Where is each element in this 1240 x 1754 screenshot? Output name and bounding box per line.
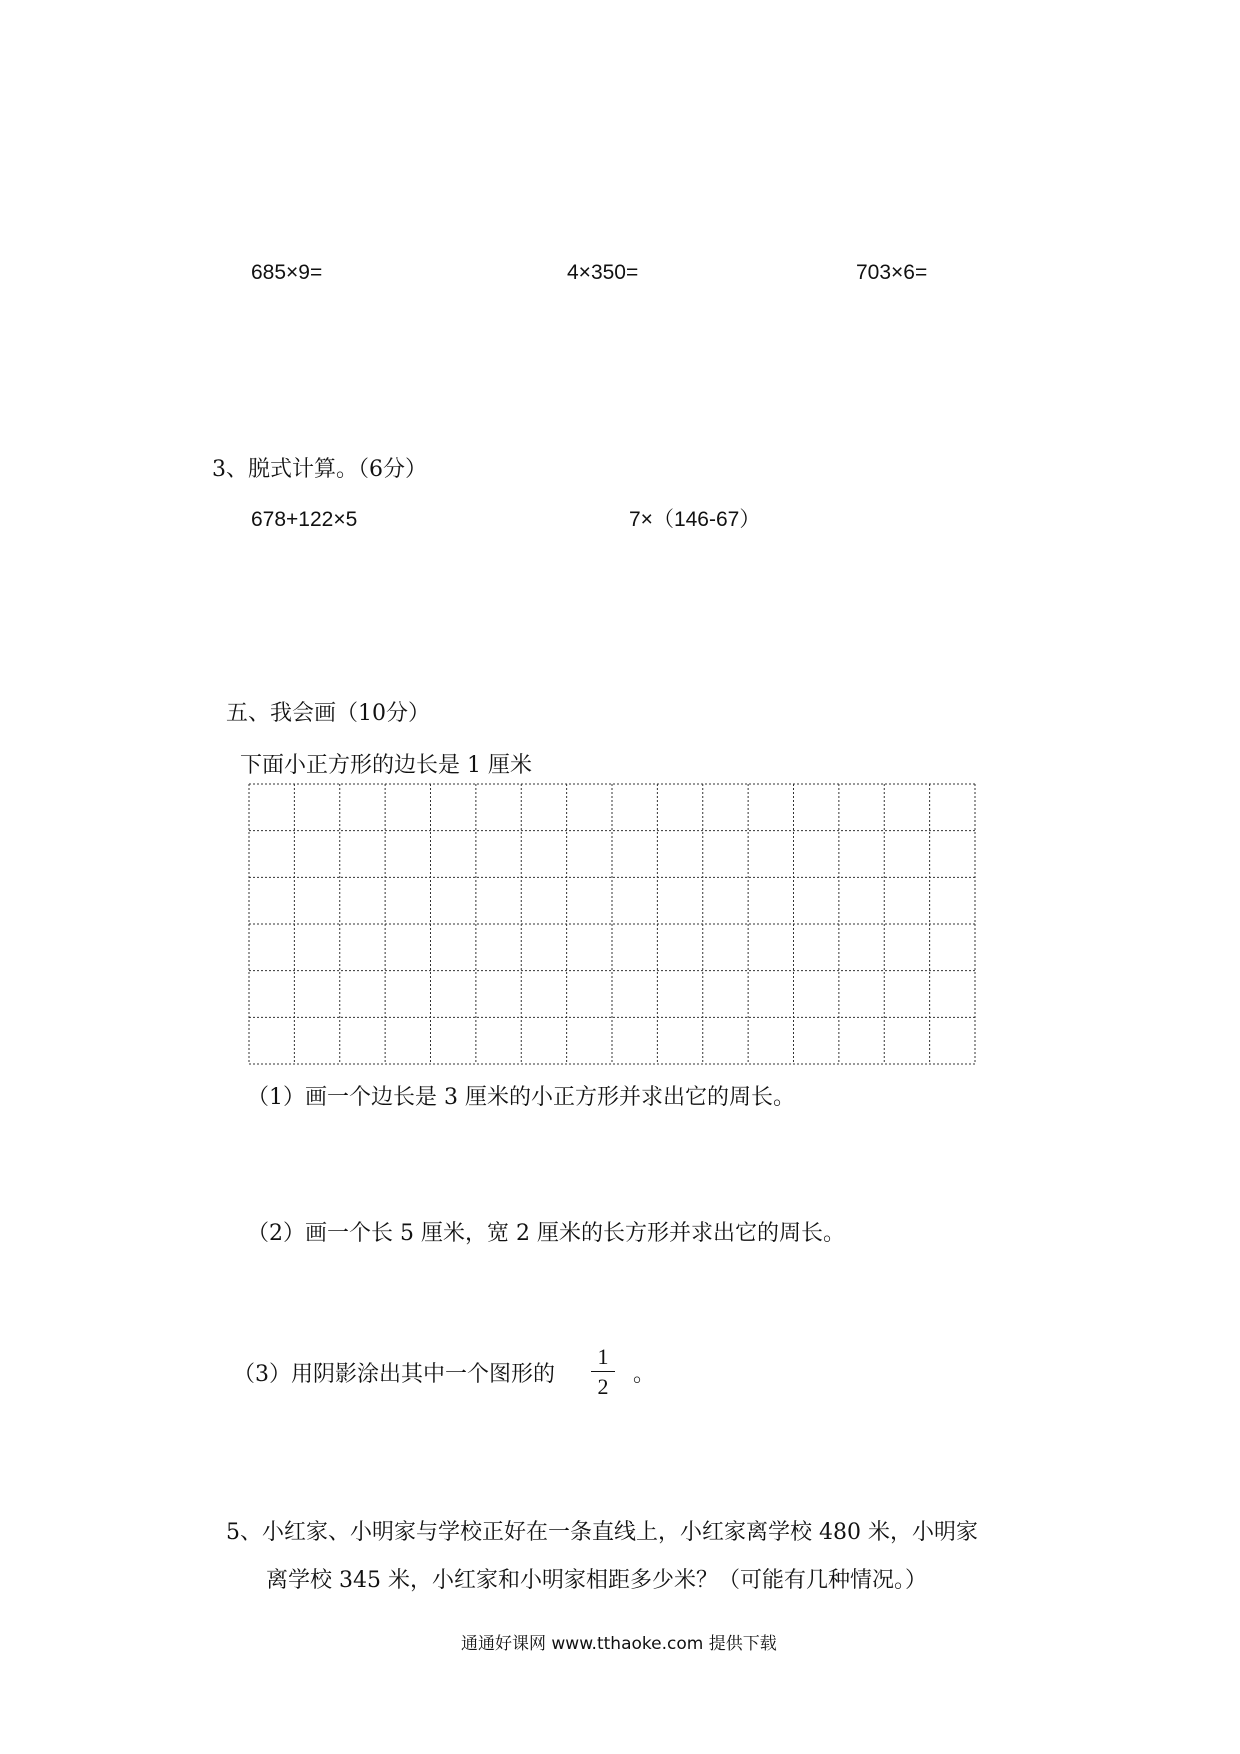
grid-svg [248,783,976,1065]
fraction-one-half [591,1346,615,1398]
step-calc-item-1: 678+122×5 [251,508,358,531]
question-3-text: （3）用阴影涂出其中一个图形的 [233,1362,555,1387]
fraction-numerator: 1 [597,1344,609,1369]
question-1: （1）画一个边长是 3 厘米的小正方形并求出它的周长。 [247,1085,795,1110]
word-problem-line-1: 5、小红家、小明家与学校正好在一条直线上，小红家离学校 480 米，小明家 [226,1520,978,1545]
step-calc-heading: 3、脱式计算。（6分） [212,457,427,482]
drawing-heading: 五、我会画（10分） [226,701,430,726]
oral-calc-item-2: 4×350= [567,261,639,284]
question-2: （2）画一个长 5 厘米，宽 2 厘米的长方形并求出它的周长。 [247,1221,845,1246]
fraction-bar [591,1371,615,1372]
square-grid [248,783,976,1065]
oral-calc-item-3: 703×6= [856,261,928,284]
step-calc-item-2: 7×（146-67） [629,508,761,531]
oral-calc-item-1: 685×9= [251,261,323,284]
footer-text: 通通好课网 www.tthaoke.com 提供下载 [461,1634,777,1654]
word-problem-line-2: 离学校 345 米，小红家和小明家相距多少米？（可能有几种情况。） [266,1568,927,1593]
question-3-end: 。 [633,1362,656,1387]
grid-caption: 下面小正方形的边长是 1 厘米 [240,753,532,778]
fraction-denominator: 2 [597,1374,609,1399]
